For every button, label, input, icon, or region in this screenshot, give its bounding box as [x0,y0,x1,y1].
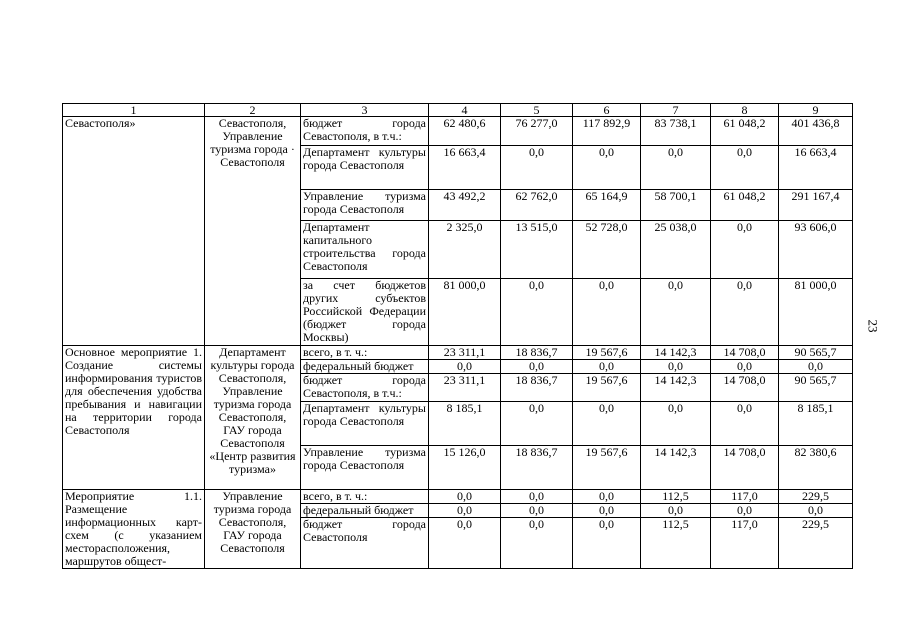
column-header: 2 [205,104,301,117]
funding-table [62,103,853,569]
funding-source-cell: бюджет города Севастополя, в т.ч.: [301,374,429,402]
amount-cell: 0,0 [779,504,853,518]
amount-cell: 19 567,6 [573,346,641,360]
amount-cell: 0,0 [711,402,779,446]
funding-source-cell: Департамент капитального строительства города Севастополя [301,221,429,279]
amount-cell: 0,0 [641,146,711,190]
amount-cell: 117 892,9 [573,117,641,146]
amount-cell: 0,0 [573,146,641,190]
amount-cell: 23 311,1 [429,374,501,402]
column-header: 8 [711,104,779,117]
amount-cell: 76 277,0 [501,117,573,146]
funding-source-cell: Управление туризма города Севастополя [301,446,429,490]
measure-cell: Мероприятие 1.1. Размещение информационных карт-схем (с указанием месторасположения, маршрутов общест- [63,490,205,569]
amount-cell: 0,0 [501,518,573,569]
table-row [63,117,853,146]
amount-cell: 93 606,0 [779,221,853,279]
amount-cell: 0,0 [429,504,501,518]
amount-cell: 229,5 [779,490,853,504]
amount-cell: 0,0 [641,279,711,346]
column-header: 6 [573,104,641,117]
amount-cell: 0,0 [711,279,779,346]
amount-cell: 16 663,4 [779,146,853,190]
amount-cell: 81 000,0 [779,279,853,346]
amount-cell: 0,0 [641,360,711,374]
amount-cell: 90 565,7 [779,346,853,360]
amount-cell: 18 836,7 [501,374,573,402]
amount-cell: 0,0 [711,360,779,374]
amount-cell: 0,0 [573,402,641,446]
amount-cell: 0,0 [501,504,573,518]
amount-cell: 291 167,4 [779,190,853,221]
amount-cell: 14 142,3 [641,374,711,402]
table-body [63,104,853,569]
column-header: 7 [641,104,711,117]
funding-source-cell: за счет бюджетов других субъектов Российской Федерации (бюджет города Москвы) [301,279,429,346]
amount-cell: 0,0 [501,360,573,374]
amount-cell: 19 567,6 [573,446,641,490]
amount-cell: 0,0 [501,402,573,446]
amount-cell: 14 708,0 [711,446,779,490]
header-row [63,104,853,117]
amount-cell: 0,0 [501,146,573,190]
table-row [63,490,853,504]
amount-cell: 0,0 [573,279,641,346]
amount-cell: 0,0 [429,490,501,504]
amount-cell: 8 185,1 [779,402,853,446]
executor-cell: Департамент культуры города Севастополя, Управление туризма города Севастополя, ГАУ города Севастополя «Центр развития туризма» [205,346,301,490]
amount-cell: 112,5 [641,490,711,504]
amount-cell: 65 164,9 [573,190,641,221]
funding-source-cell: Управление туризма города Севастополя [301,190,429,221]
amount-cell: 0,0 [573,490,641,504]
table-row [63,346,853,360]
amount-cell: 14 708,0 [711,346,779,360]
amount-cell: 0,0 [573,518,641,569]
amount-cell: 43 492,2 [429,190,501,221]
amount-cell: 62 480,6 [429,117,501,146]
column-header: 5 [501,104,573,117]
amount-cell: 117,0 [711,490,779,504]
amount-cell: 112,5 [641,518,711,569]
amount-cell: 13 515,0 [501,221,573,279]
amount-cell: 0,0 [501,279,573,346]
funding-source-cell: бюджет города Севастополя [301,518,429,569]
executor-cell: Севастополя, Управление туризма города · Севастополя [205,117,301,346]
measure-cell: Севастополя» [63,117,205,346]
amount-cell: 14 142,3 [641,446,711,490]
amount-cell: 90 565,7 [779,374,853,402]
amount-cell: 0,0 [711,221,779,279]
amount-cell: 18 836,7 [501,446,573,490]
amount-cell: 81 000,0 [429,279,501,346]
page-number: 23 [865,319,881,333]
amount-cell: 58 700,1 [641,190,711,221]
column-header: 3 [301,104,429,117]
amount-cell: 0,0 [779,360,853,374]
amount-cell: 14 142,3 [641,346,711,360]
amount-cell: 23 311,1 [429,346,501,360]
column-header: 1 [63,104,205,117]
funding-source-cell: Департамент культуры города Севастополя [301,402,429,446]
amount-cell: 0,0 [429,360,501,374]
amount-cell: 83 738,1 [641,117,711,146]
funding-source-cell: бюджет города Севастополя, в т.ч.: [301,117,429,146]
amount-cell: 8 185,1 [429,402,501,446]
amount-cell: 0,0 [641,504,711,518]
amount-cell: 0,0 [429,518,501,569]
funding-source-cell: всего, в т. ч.: [301,346,429,360]
amount-cell: 18 836,7 [501,346,573,360]
measure-cell: Основное мероприятие 1. Создание системы информирования туристов для обеспечения удобства пребывания и навигации на территории города Севастополя [63,346,205,490]
amount-cell: 62 762,0 [501,190,573,221]
amount-cell: 19 567,6 [573,374,641,402]
amount-cell: 61 048,2 [711,117,779,146]
funding-source-cell: всего, в т. ч.: [301,490,429,504]
funding-source-cell: Департамент культуры города Севастополя [301,146,429,190]
amount-cell: 15 126,0 [429,446,501,490]
amount-cell: 25 038,0 [641,221,711,279]
amount-cell: 401 436,8 [779,117,853,146]
column-header: 9 [779,104,853,117]
amount-cell: 61 048,2 [711,190,779,221]
amount-cell: 229,5 [779,518,853,569]
amount-cell: 0,0 [711,146,779,190]
executor-cell: Управление туризма города Севастополя, ГАУ города Севастополя [205,490,301,569]
amount-cell: 0,0 [641,402,711,446]
amount-cell: 0,0 [573,504,641,518]
column-header: 4 [429,104,501,117]
amount-cell: 16 663,4 [429,146,501,190]
funding-source-cell: федеральный бюджет [301,360,429,374]
amount-cell: 0,0 [711,504,779,518]
amount-cell: 117,0 [711,518,779,569]
amount-cell: 14 708,0 [711,374,779,402]
funding-source-cell: федеральный бюджет [301,504,429,518]
amount-cell: 0,0 [573,360,641,374]
amount-cell: 0,0 [501,490,573,504]
amount-cell: 2 325,0 [429,221,501,279]
amount-cell: 52 728,0 [573,221,641,279]
amount-cell: 82 380,6 [779,446,853,490]
